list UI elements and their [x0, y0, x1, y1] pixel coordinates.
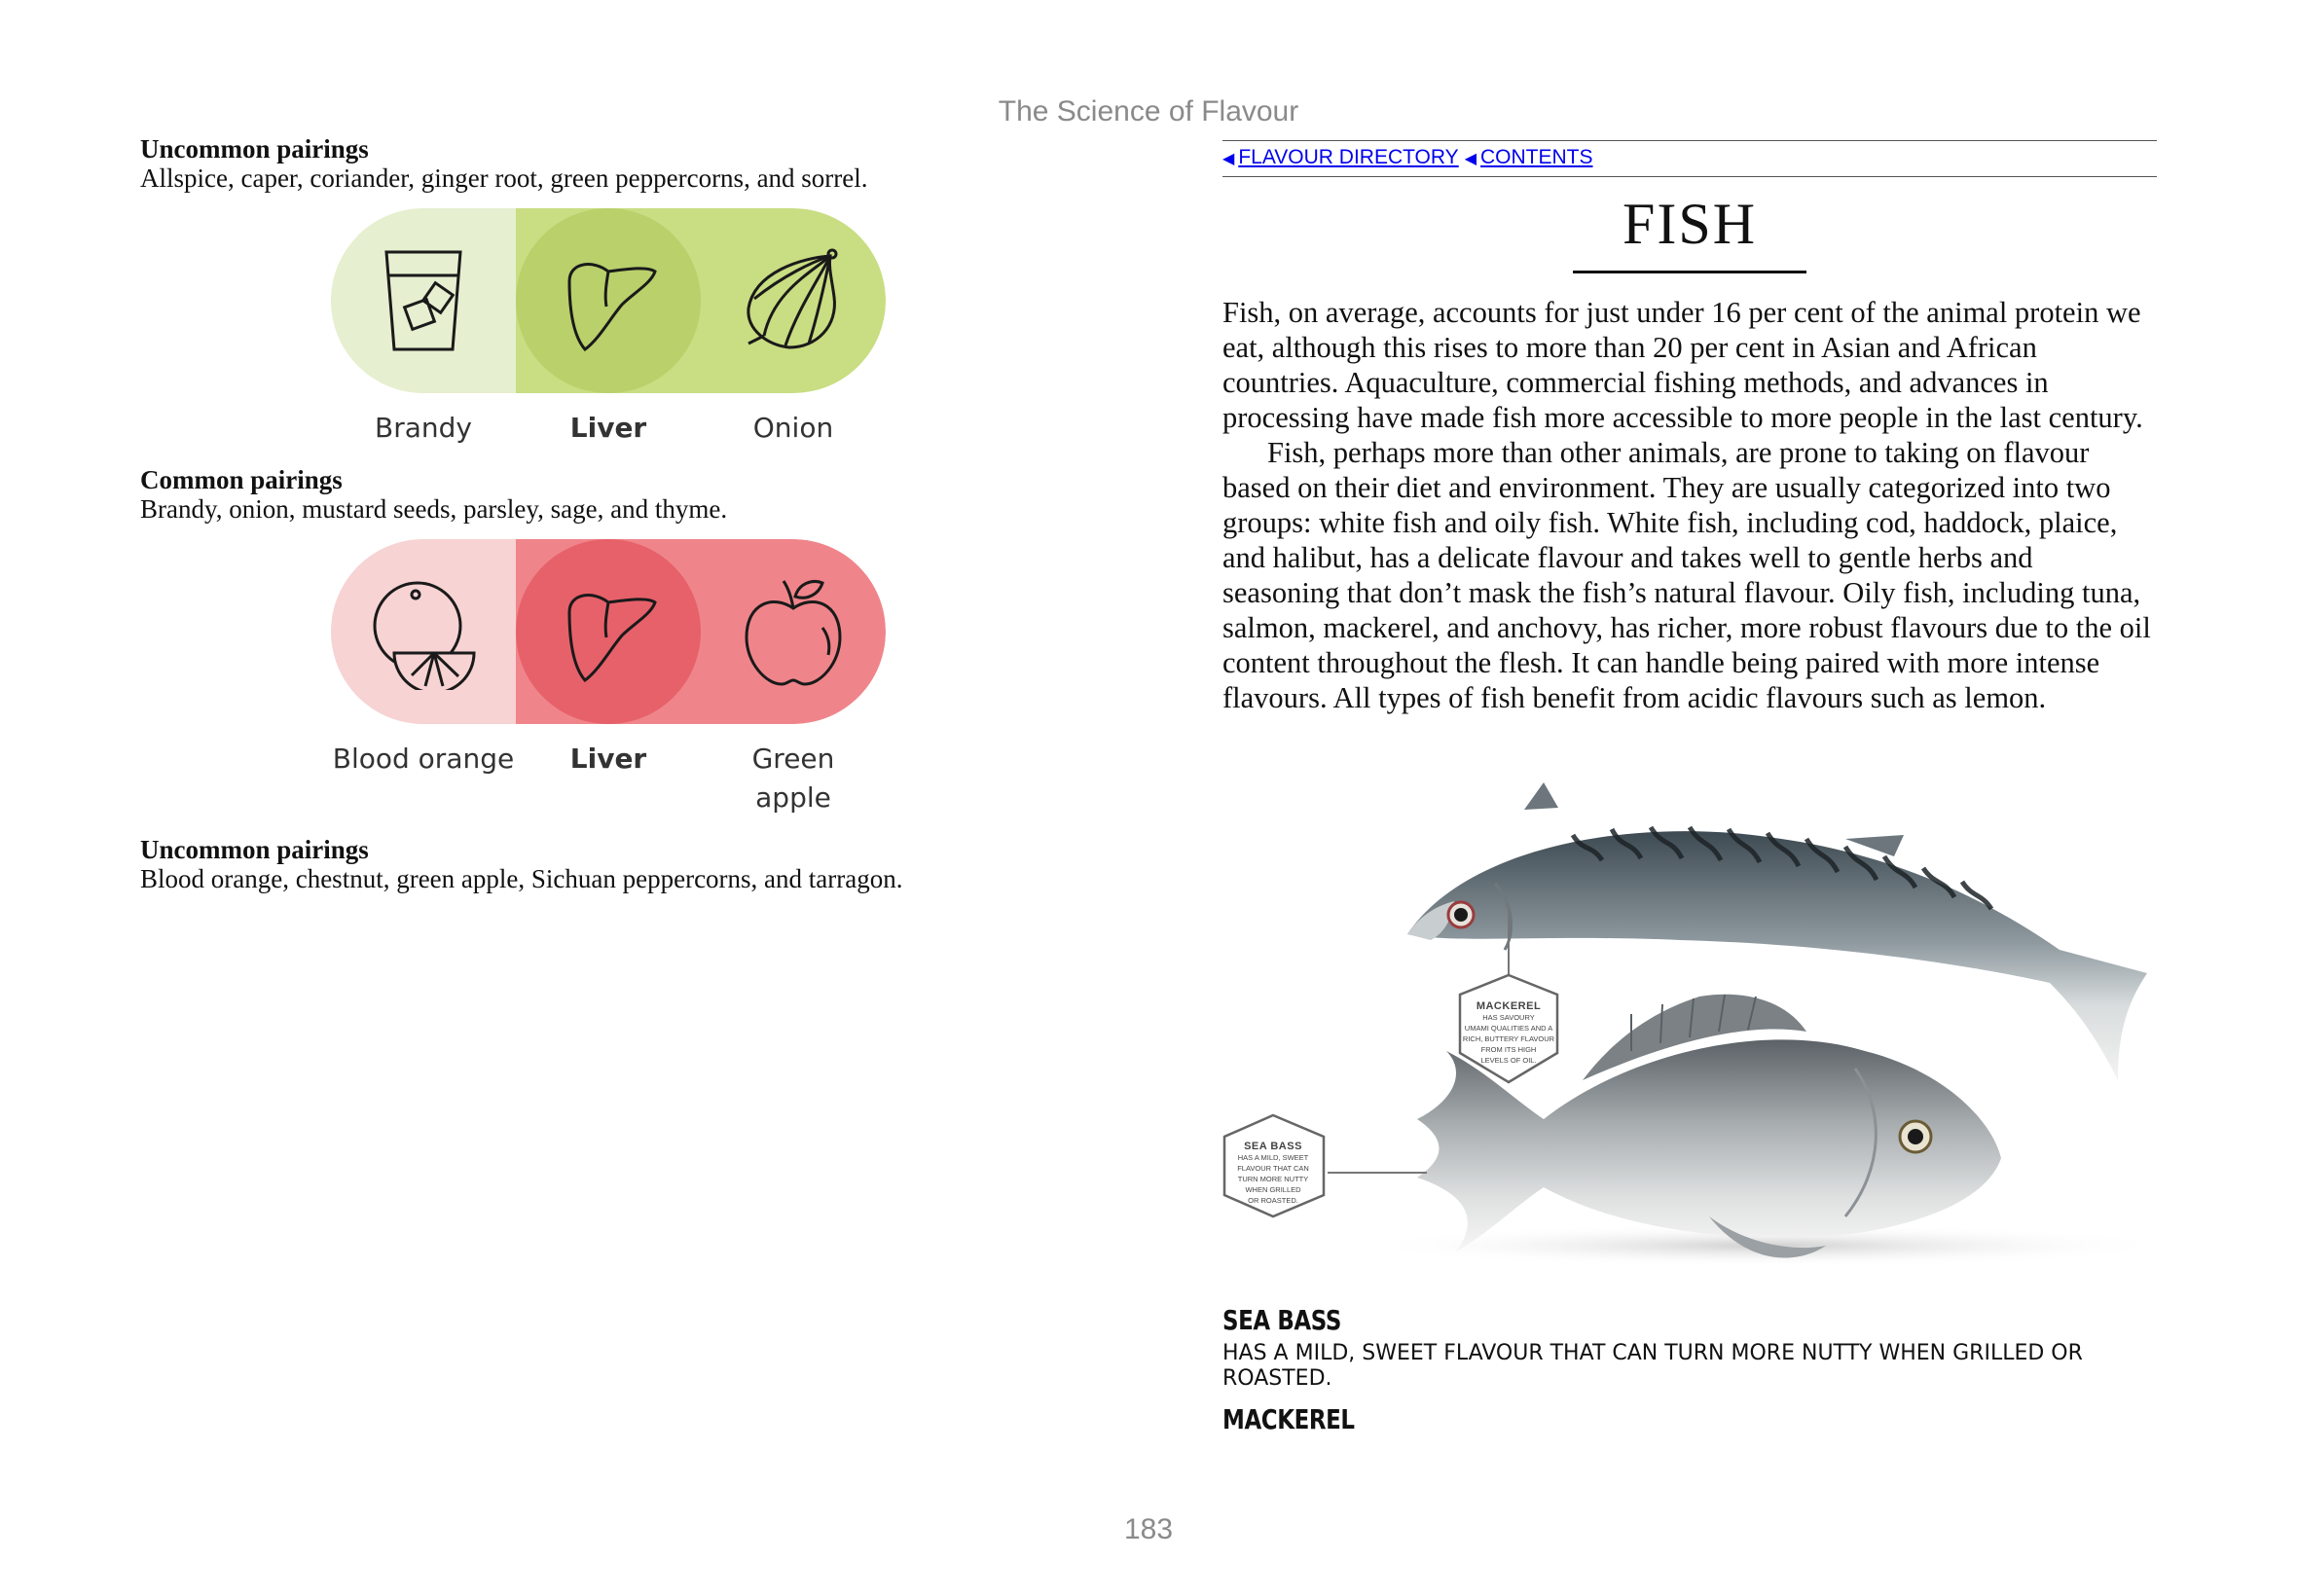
page-title: FISH	[1622, 192, 1758, 256]
hex-line: WHEN GRILLED	[1245, 1185, 1301, 1194]
hex-line: OR ROASTED.	[1248, 1196, 1298, 1205]
hex-line: FLAVOUR THAT CAN	[1237, 1164, 1309, 1173]
pairing-heading: Uncommon pairings	[140, 134, 369, 163]
hex-line: HAS A MILD, SWEET	[1237, 1153, 1309, 1162]
onion-icon	[735, 242, 852, 359]
back-arrow-icon: ◀	[1464, 151, 1477, 167]
nav-bar	[1222, 140, 2157, 177]
title-underline	[1573, 271, 1806, 273]
sea-bass-caption-text: HAS A MILD, SWEET FLAVOUR THAT CAN TURN MORE NUTTY WHEN GRILLED OR ROASTED.	[1222, 1341, 2083, 1391]
hex-line: TURN MORE NUTTY	[1237, 1175, 1309, 1183]
back-arrow-icon: ◀	[1222, 151, 1235, 167]
apple-icon	[735, 573, 852, 690]
liver-icon	[550, 242, 667, 359]
hex-line: RICH, BUTTERY FLAVOUR	[1462, 1034, 1555, 1043]
fish-drawing	[1222, 759, 2157, 1285]
hex-title: MACKEREL	[1476, 1000, 1542, 1012]
pairing-heading: Uncommon pairings	[140, 835, 369, 864]
pairing-diagram-green	[331, 208, 886, 393]
pill-label-liver: Liver	[569, 743, 647, 775]
pairing-heading: Common pairings	[140, 465, 343, 494]
pairing-text: Allspice, caper, coriander, ginger root, green peppercorns, and sorrel.	[140, 163, 868, 193]
pairing-block-common	[140, 465, 1055, 524]
hex-line: HAS SAVOURY	[1482, 1013, 1535, 1022]
liver-icon	[550, 573, 667, 690]
contents-link[interactable]: CONTENTS	[1480, 146, 1593, 168]
pairing-text: Blood orange, chestnut, green apple, Sichuan peppercorns, and tarragon.	[140, 864, 903, 893]
pill-label-line: apple	[755, 781, 831, 814]
pairing-text: Brandy, onion, mustard seeds, parsley, sage, and thyme.	[140, 494, 728, 524]
fish-illustration	[1222, 759, 2157, 1285]
brandy-glass-icon	[365, 242, 482, 359]
mackerel-caption-heading: MACKEREL	[1222, 1403, 1355, 1435]
pairing-block-uncommon-2	[140, 835, 1113, 893]
body-text	[1222, 295, 2157, 715]
flavour-directory-link[interactable]: FLAVOUR DIRECTORY	[1238, 146, 1459, 168]
pairing-block-uncommon-1	[140, 134, 1055, 193]
pill-label-onion: Onion	[752, 412, 834, 444]
page-number: 183	[1123, 1513, 1174, 1545]
hex-line: FROM ITS HIGH	[1480, 1045, 1537, 1054]
blood-orange-icon	[365, 573, 482, 690]
paragraph: Fish, on average, accounts for just under 16 per cent of the animal protein we eat, although this rises to more than 20 per cent in Asian and African countries. Aquaculture, commercial fishing methods, and advances in processing have made fish more accessible to more people in the last century.	[1222, 296, 2143, 434]
mackerel-hex-label	[1462, 1000, 1555, 1066]
pill-label-line: Green	[751, 743, 835, 775]
pill-label-blood-orange: Blood orange	[332, 743, 515, 775]
pill-label-liver: Liver	[569, 412, 647, 444]
pill-label-green-apple	[701, 740, 886, 817]
hex-line: UMAMI QUALITIES AND A	[1464, 1024, 1553, 1033]
book-title: The Science of Flavour	[998, 95, 1299, 127]
pill-label-brandy: Brandy	[375, 412, 472, 444]
pairing-diagram-red	[331, 539, 886, 724]
hex-title: SEA BASS	[1244, 1141, 1302, 1152]
hex-line: LEVELS OF OIL.	[1480, 1056, 1537, 1065]
paragraph: Fish, perhaps more than other animals, are prone to taking on flavour based on their diet and environment. They are usually categorized into two groups: white fish and oily fish. White fish, including cod, haddock, plaice, and halibut, has a delicate flavour and takes well to gentle herbs and seasoning that don’t mask the fish’s natural flavour. Oily fish, including tuna, salmon, mackerel, and anchovy, has richer, more robust flavours due to the oil content throughout the flesh. It can handle being paired with more intense flavours. All types of fish benefit from acidic flavours such as lemon.	[1222, 436, 2151, 714]
sea-bass-hex-label	[1226, 1141, 1320, 1206]
sea-bass-caption-heading: SEA BASS	[1222, 1304, 1342, 1336]
